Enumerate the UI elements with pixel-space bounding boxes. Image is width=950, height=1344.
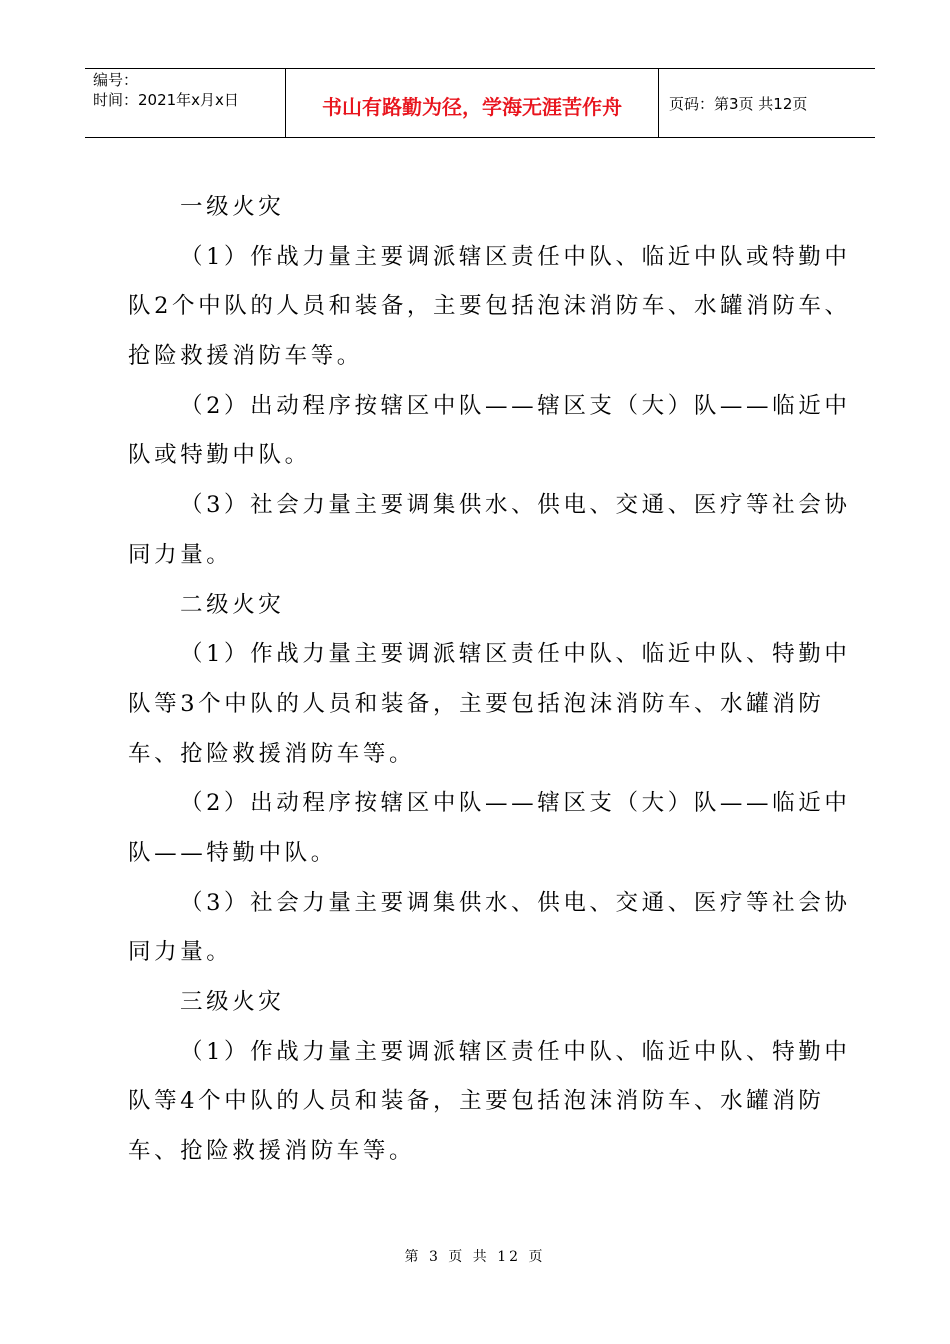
paragraph-line: （3）社会力量主要调集供水、供电、交通、医疗等社会协 (180, 889, 851, 916)
paragraph-line: （2）出动程序按辖区中队——辖区支（大）队——临近中 (180, 790, 851, 817)
heading-level-2-fire: 二级火灾 (180, 591, 285, 618)
paragraph-line: （1）作战力量主要调派辖区责任中队、临近中队、特勤中 (180, 1038, 851, 1065)
header-meta-cell (85, 69, 286, 137)
header-motto: 书山有路勤为径，学海无涯苦作舟 (322, 95, 622, 119)
paragraph-line: （1）作战力量主要调派辖区责任中队、临近中队、特勤中 (180, 641, 851, 668)
paragraph-line: （3）社会力量主要调集供水、供电、交通、医疗等社会协 (180, 492, 851, 519)
paragraph-line: 同力量。 (128, 939, 233, 966)
document-body (128, 183, 851, 1177)
paragraph-line: 抢险救援消防车等。 (128, 343, 363, 370)
heading-level-3-fire: 三级火灾 (180, 989, 285, 1015)
paragraph-line: 队等3个中队的人员和装备，主要包括泡沫消防车、水罐消防 (128, 690, 825, 717)
paragraph-line: 车、抢险救援消防车等。 (128, 740, 416, 767)
paragraph-line: 队——特勤中队。 (128, 839, 337, 866)
document-header (85, 68, 875, 138)
header-page-cell (659, 69, 875, 137)
paragraph-line: 队等4个中队的人员和装备，主要包括泡沫消防车、水罐消防 (128, 1088, 825, 1115)
document-time-label: 时间：2021年x月x日 (93, 91, 239, 109)
paragraph-line: 车、抢险救援消防车等。 (128, 1138, 416, 1165)
paragraph-line: 队2个中队的人员和装备，主要包括泡沫消防车、水罐消防车、 (128, 293, 851, 320)
header-motto-cell (286, 69, 659, 137)
paragraph-line: （1）作战力量主要调派辖区责任中队、临近中队或特勤中 (180, 243, 851, 270)
paragraph-line: （2）出动程序按辖区中队——辖区支（大）队——临近中 (180, 392, 851, 419)
header-page-info: 页码：第3页 共12页 (669, 95, 808, 113)
document-number-label: 编号： (93, 71, 139, 89)
heading-level-1-fire: 一级火灾 (180, 194, 285, 220)
page-footer: 第 3 页 共 12 页 (404, 1249, 546, 1265)
paragraph-line: 同力量。 (128, 541, 233, 568)
paragraph-line: 队或特勤中队。 (128, 442, 311, 469)
